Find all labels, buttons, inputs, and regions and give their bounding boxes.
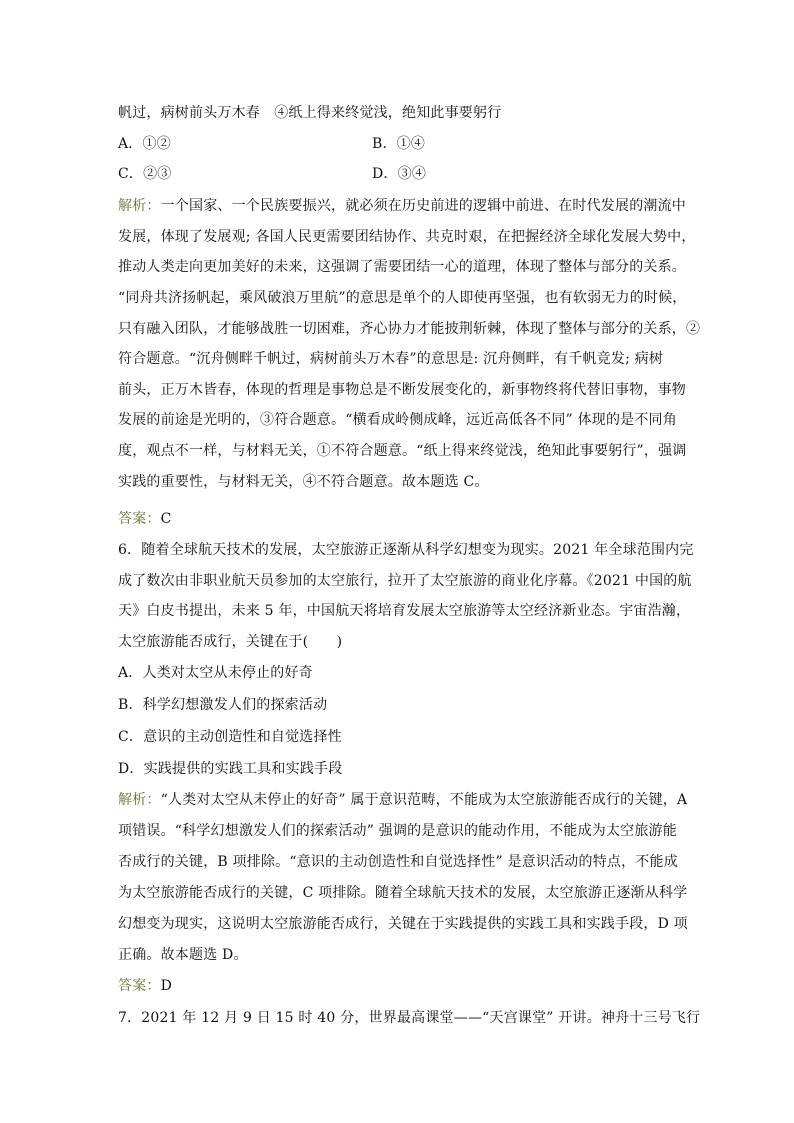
q5-analysis-line-7: 发展的前途是光明的，③符合题意。“横看成岭侧成峰，远近高低各不同” 体现的是不同角 (118, 412, 677, 428)
q5-option-c: C．②③ (118, 166, 172, 182)
q6-stem-line-0: 6．随着全球航天技术的发展，太空旅游正逐渐从科学幻想变为现实。2021 年全球范围内完 (118, 542, 694, 558)
q6-analysis-line-3: 为太空旅游能否成行的关键，C 项排除。随着全球航天技术的发展，太空旅游正逐渐从科学 (118, 885, 688, 901)
q6-analysis-line-1: 项错误。“科学幻想激发人们的探索活动” 强调的是意识的能动作用，不能成为太空旅游能 (118, 823, 677, 839)
q7-stem-line-0: 7．2021 年 12 月 9 日 15 时 40 分，世界最高课堂——“天宫课堂” 开讲。神舟十三号飞行 (118, 1010, 701, 1026)
q6-stem-line-1: 成了数次由非职业航天员参加的太空旅行，拉开了太空旅游的商业化序幕。《2021 中国的航 (118, 573, 692, 589)
q5-option-b: B．①④ (372, 136, 426, 152)
q6-analysis-line-0: 解析：“人类对太空从未停止的好奇” 属于意识范畴，不能成为太空旅游能否成行的关键，A (118, 792, 688, 808)
q6-analysis-line-5: 正确。故本题选 D。 (118, 947, 248, 963)
q6-answer (118, 976, 172, 996)
q5-stem-tail: 帆过，病树前头万木春 ④纸上得来终觉浅，绝知此事要躬行 (118, 105, 502, 121)
q6-option-c: C．意识的主动创造性和自觉选择性 (118, 729, 342, 745)
q5-analysis-label: 解析： (118, 198, 161, 214)
q5-analysis-line-2: 推动人类走向更加美好的未来，这强调了需要团结一心的道理，体现了整体与部分的关系。 (118, 259, 686, 275)
q6-option-a: A．人类对太空从未停止的好奇 (118, 665, 313, 681)
q5-analysis-line-6: 前头，正万木皆春，体现的哲理是事物总是不断发展变化的，新事物终将代替旧事物，事物 (118, 382, 686, 398)
q5-option-d: D．③④ (372, 166, 427, 182)
q5-option-row-1 (118, 134, 678, 154)
q6-analysis-line-4: 幻想变为现实，这说明太空旅游能否成行，关键在于实践提供的实践工具和实践手段，D 项 (118, 916, 688, 932)
q5-answer (118, 509, 172, 529)
q6-answer-label: 答案： (118, 978, 161, 994)
q5-analysis-line-3: “同舟共济扬帆起，乘风破浪万里航”的意思是单个的人即使再坚强，也有软弱无力的时候， (118, 290, 687, 306)
q6-option-b: B．科学幻想激发人们的探索活动 (118, 697, 328, 713)
q5-analysis-line-0: 解析：一个国家、一个民族要振兴，就必须在历史前进的逻辑中前进、在时代发展的潮流中 (118, 198, 687, 214)
q5-answer-value: C (160, 511, 172, 527)
q5-analysis-line-4: 只有融入团队，才能够战胜一切困难，齐心协力才能披荆斩棘，体现了整体与部分的关系，② (118, 321, 701, 337)
q5-analysis-line-9: 实践的重要性，与材料无关，④不符合题意。故本题选 C。 (118, 474, 489, 490)
q6-answer-value: D (160, 978, 173, 994)
q6-analysis-line-2: 否成行的关键，B 项排除。“意识的主动创造性和自觉选择性” 是意识活动的特点，不能成 (118, 854, 678, 870)
q6-option-d: D．实践提供的实践工具和实践手段 (118, 761, 343, 777)
q5-option-row-2 (118, 164, 678, 184)
q5-option-a: A．①② (118, 136, 171, 152)
q6-stem-line-2: 天》白皮书提出，未来 5 年，中国航天将培育发展太空旅游等太空经济新业态。宇宙浩瀚， (118, 603, 691, 619)
q6-analysis-label: 解析： (118, 792, 161, 808)
q5-analysis-line-8: 度，观点不一样，与材料无关，①不符合题意。“纸上得来终觉浅，绝知此事要躬行”，强调 (118, 443, 687, 459)
q5-answer-label: 答案： (118, 511, 161, 527)
q6-stem-line-3: 太空旅游能否成行，关键在于( ) (118, 634, 343, 650)
q5-analysis-line-5: 符合题意。“沉舟侧畔千帆过，病树前头万木春”的意思是: 沉舟侧畔，有千帆竞发; 病树 (118, 351, 664, 367)
q5-analysis-line-1: 发展，体现了发展观; 各国人民更需要团结协作、共克时艰，在把握经济全球化发展大势中， (118, 229, 696, 245)
